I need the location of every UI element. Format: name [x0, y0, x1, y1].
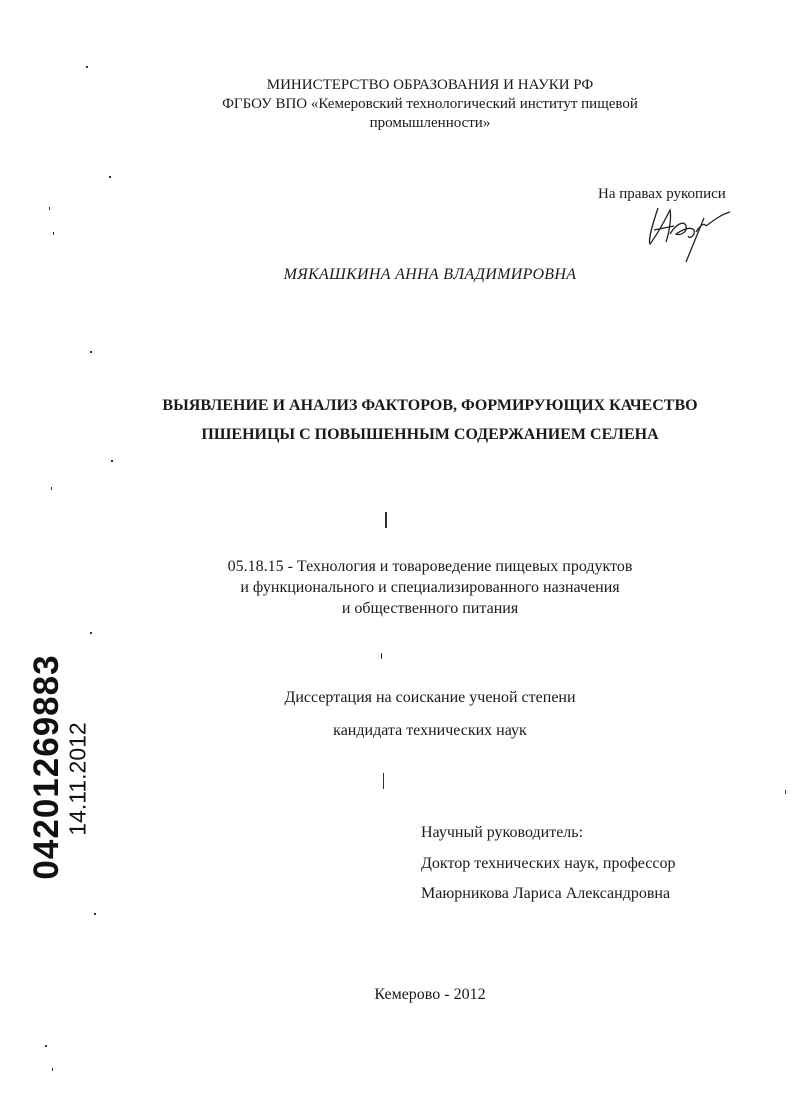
archive-stamp-number: 04201269883: [27, 654, 66, 880]
specialty-line1: 05.18.15 - Технология и товароведение пищевых продуктов: [227, 558, 633, 575]
manuscript-note: На правах рукописи: [598, 186, 726, 202]
scan-speck: [51, 487, 52, 490]
advisor-block: [421, 818, 676, 910]
scan-speck: [90, 632, 92, 634]
scan-speck: [94, 913, 96, 915]
ministry-header: [150, 76, 710, 133]
city-year: Кемерово - 2012: [374, 986, 486, 1003]
degree-line1: Диссертация на соискание ученой степени: [284, 689, 576, 706]
title-line1: ВЫЯВЛЕНИЕ И АНАЛИЗ ФАКТОРОВ, ФОРМИРУЮЩИХ КАЧЕСТВО: [162, 397, 698, 414]
dissertation-title: [100, 391, 760, 449]
signature: [630, 196, 740, 266]
specialty-line3: и общественного питания: [341, 600, 519, 617]
specialty-line2: и функционального и специализированного назначения: [240, 579, 620, 596]
dissertation-degree: [180, 681, 680, 747]
title-line2: ПШЕНИЦЫ С ПОВЫШЕННЫМ СОДЕРЖАНИЕМ СЕЛЕНА: [201, 426, 659, 443]
scan-speck: [45, 1045, 47, 1047]
advisor-degree: Доктор технических наук, профессор: [421, 854, 676, 872]
scan-mark: [383, 773, 384, 789]
ministry-name: МИНИСТЕРСТВО ОБРАЗОВАНИЯ И НАУКИ РФ: [266, 77, 594, 93]
specialty: [150, 556, 710, 619]
scan-speck: [111, 460, 113, 462]
scan-speck: [785, 790, 786, 794]
institution-name-line1: ФГБОУ ВПО «Кемеровский технологический институт пищевой: [222, 96, 638, 112]
scan-speck: [52, 1068, 53, 1071]
scan-speck: [86, 66, 88, 68]
advisor-label: Научный руководитель:: [421, 824, 584, 841]
author-name: МЯКАШКИНА АННА ВЛАДИМИРОВНА: [283, 266, 577, 283]
scan-speck: [109, 176, 111, 178]
scan-speck: [49, 207, 50, 210]
scan-speck: [90, 351, 92, 353]
advisor-name: Маюрникова Лариса Александровна: [421, 885, 671, 902]
archive-stamp-date: 14.11.2012: [64, 722, 91, 836]
scan-mark: [381, 653, 382, 659]
degree-line2: кандидата технических наук: [333, 722, 527, 739]
scan-mark: [385, 512, 387, 528]
institution-name-line2: промышленности»: [369, 115, 491, 131]
scan-speck: [53, 232, 54, 235]
